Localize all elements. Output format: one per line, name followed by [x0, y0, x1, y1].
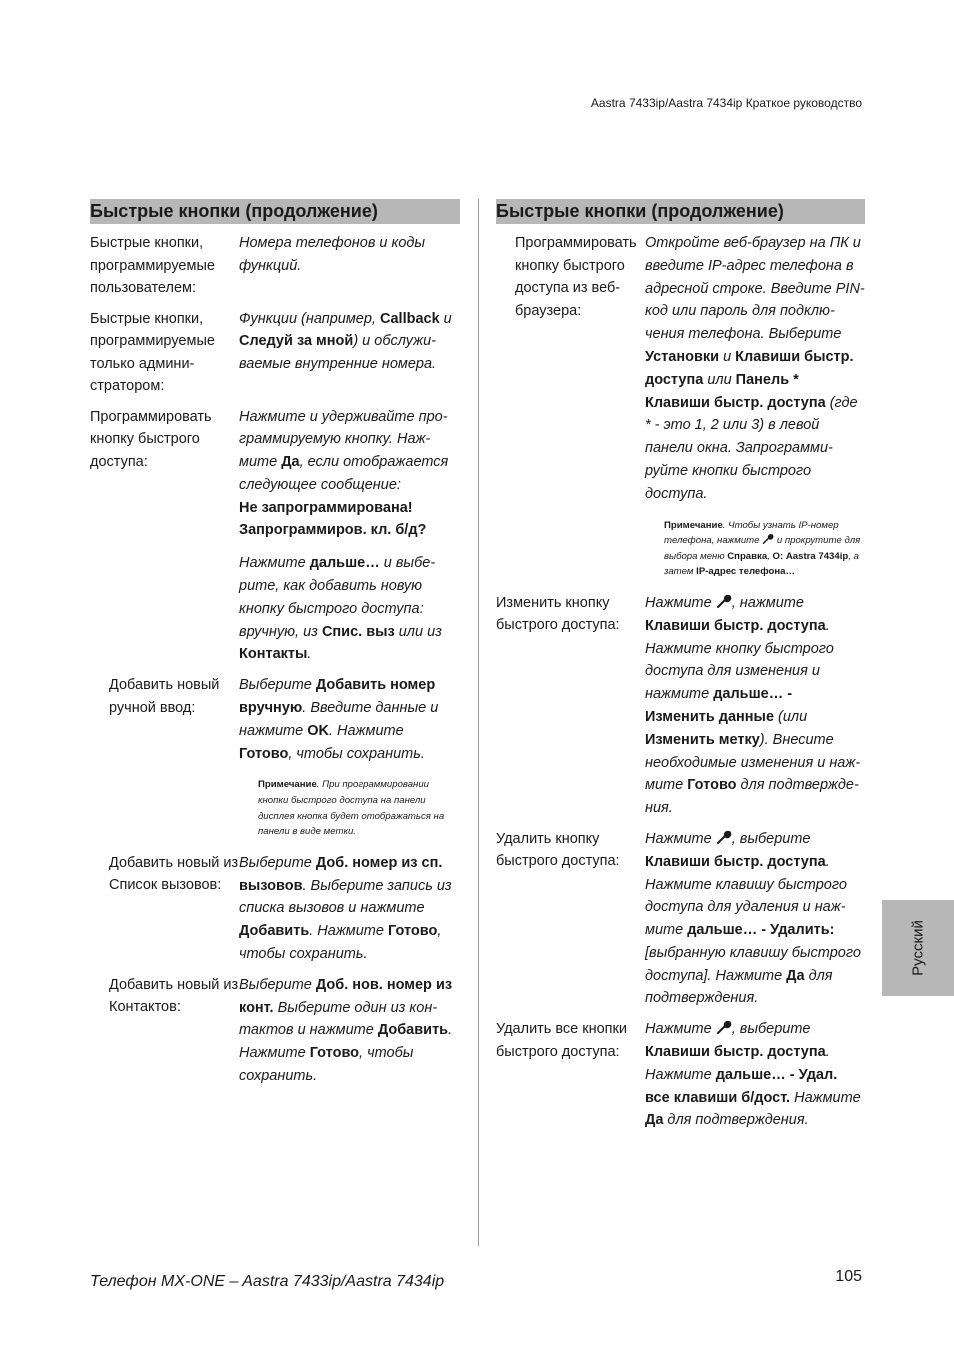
- row-delete-key: [496, 828, 865, 1010]
- row-web-program: [496, 232, 865, 584]
- row-user-keys: [90, 232, 460, 300]
- row-label: Быстрые кнопки, программируемые пользователем:: [90, 235, 215, 296]
- row-label: Добавить новый из Контактов:: [109, 976, 239, 1016]
- row-add-calllist: [90, 852, 460, 966]
- language-tab: [882, 900, 954, 996]
- row-text: Нажмите , выберите Клавиши быстр. доступа. Нажмите дальше… - Удал. все клавиши б/дост. Нажмите Да для подтверждения.: [645, 1021, 861, 1129]
- row-text: Выберите Доб. номер из сп. вызовов. Выберите запись из списка вызовов и нажмите Добавить. Нажмите Готово, чтобы сохранить.: [239, 854, 452, 963]
- row-add-manual: [90, 674, 460, 844]
- right-section-title: Быстрые кнопки (продолжение): [496, 199, 865, 224]
- left-section-title: Быстрые кнопки (продолжение): [90, 199, 460, 224]
- row-label: Программировать кнопку быстрого доступа:: [90, 408, 212, 470]
- left-column: [90, 199, 460, 1088]
- row-text: Номера телефонов и коды функций.: [239, 235, 426, 274]
- row-edit-key: [496, 592, 865, 820]
- note-text: Примечание. Чтобы узнать IP-номер телефона, нажмите и прокрутите для выбора меню Справка, О: Aastra 7434ip, а затем IP-адрес телефона…: [664, 519, 861, 578]
- row-label: Удалить кнопку быстрого доступа:: [496, 830, 620, 870]
- column-divider: [478, 199, 479, 1246]
- row-text: Выберите Доб. нов. номер из конт. Выберите один из контактов и нажмите Добавить. Нажмите Готово, чтобы сохранить.: [239, 976, 453, 1084]
- footer-title: Телефон MX-ONE – Aastra 7433ip/Aastra 7434ip: [90, 1273, 445, 1290]
- row-label: Быстрые кнопки, программируемые только администратором:: [90, 310, 215, 394]
- note-text: Примечание. При программировании кнопки быстрого доступа на панели дисплея кнопка будет отображаться на панели в виде метки.: [258, 779, 445, 838]
- right-column: [496, 199, 865, 1132]
- row-label: Добавить новый ручной ввод:: [109, 677, 220, 716]
- row-text: Нажмите , нажмите Клавиши быстр. доступа. Нажмите кнопку быстрого доступа для изменения и нажмите дальше… - Изменить данные (или Изменить метку). Внесите необходимые изменения и нажмите Готово для подтверждения.: [645, 594, 861, 817]
- row-text: Выберите Добавить номер вручную. Введите данные и нажмите OK. Нажмите Готово, чтобы сохранить. Примечание. При программировании кнопки быстрого доступа на панели дисплея кнопка будет отображаться на панели в виде метки.: [239, 674, 460, 844]
- row-program-key: [90, 406, 460, 667]
- page-number: 105: [835, 1268, 862, 1285]
- row-text: Откройте веб-браузер на ПК и введите IP-адрес телефона в адресной строке. Введите PIN-код или пароль для подключения телефона. Выберите Установки и Клавиши быстр. доступа или Панель * Клавиши быстр. доступа (где * - это 1, 2 или 3) в левой панели окна. Запрограммируйте кнопки быстрого доступа. Примечание. Чтобы узнать IP-номер телефона, нажмите и прокрутите для выбора меню Справка, О: Aastra 7434ip, а затем IP-адрес телефона…: [645, 232, 865, 584]
- row-label: Добавить новый из Список вызовов:: [109, 854, 239, 894]
- row-text: Нажмите , выберите Клавиши быстр. доступа. Нажмите клавишу быстрого доступа для удаления и нажмите дальше… - Удалить: [выбранную клавишу быстрого доступа]. Нажмите Да для подтверждения.: [645, 830, 861, 1007]
- wrench-icon: [762, 534, 774, 545]
- row-admin-keys: [90, 308, 460, 398]
- wrench-icon: [716, 831, 732, 845]
- wrench-icon: [716, 1021, 732, 1035]
- row-add-contacts: [90, 974, 460, 1088]
- row-label: Программировать кнопку быстрого доступа из веб-браузера:: [515, 235, 637, 319]
- running-header: Aastra 7433ip/Aastra 7434ip Краткое руководство: [590, 96, 862, 110]
- language-tab-label: Русский: [909, 920, 927, 976]
- row-delete-all: [496, 1018, 865, 1132]
- wrench-icon: [716, 595, 732, 609]
- row-text: Функции (например, Callback и Следуй за мной) и обслуживаемые внутренние номера.: [239, 310, 452, 373]
- row-label: Изменить кнопку быстрого доступа:: [496, 594, 620, 634]
- row-label: Удалить все кнопки быстрого доступа:: [496, 1021, 627, 1060]
- row-text: Нажмите и удерживайте программируемую кнопку. Нажмите Да, если отображается следующее сообщение: Не запрограммирована! Запрограммиров. кл. б/д? Нажмите дальше… и выберите, как добавить новую кнопку быстрого доступа: вручную, из Спис. выз или из Контакты.: [239, 408, 449, 663]
